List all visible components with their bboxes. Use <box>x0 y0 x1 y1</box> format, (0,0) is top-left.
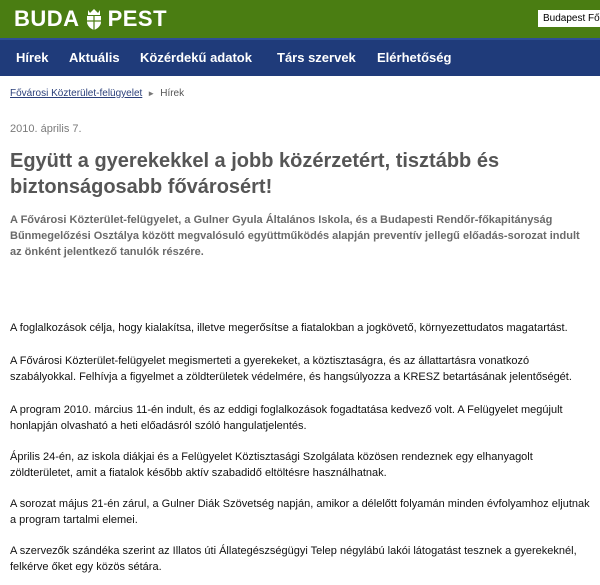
main-navigation <box>0 38 600 76</box>
breadcrumb <box>10 88 184 99</box>
article-paragraph: A Fővárosi Közterület-felügyelet megismerteti a gyerekeket, a köztisztaságra, és az állattartásra vonatkozó szabályokkal. Felhívja a figyelmet a zöldterületek védelmére, és hangsúlyozza a KRESZ betartásának jelentőségét. <box>10 355 572 383</box>
nav-item-elerhetoseg[interactable]: Elérhetőség <box>377 50 452 65</box>
nav-item-hirek[interactable]: Hírek <box>16 50 49 65</box>
article-lead: A Fővárosi Közterület-felügyelet, a Gulner Gyula Általános Iskola, és a Budapesti Rendőr-főkapitányság Bűnmegelőzési Osztálya között megvalósuló együttműködés alapján preventív jellegű előadás-sorozat indult az önként jelentkező tanulók részére. <box>10 214 580 258</box>
budapest-logo[interactable] <box>14 6 167 32</box>
article-paragraph: Április 24-én, az iskola diákjai és a Felügyelet Köztisztasági Szolgálata közösen rendeznek egy elhanyagolt zöldterületet, amit a fiatalok később aktív szabadidő eltöltésre használhatnak. <box>10 451 533 479</box>
breadcrumb-current: Hírek <box>160 88 185 99</box>
logo-text-buda: BUDA <box>14 6 80 31</box>
city-portal-label[interactable]: Budapest Fő <box>538 10 600 27</box>
logo-text-pest: PEST <box>107 6 168 31</box>
article-date: 2010. április 7. <box>10 123 82 135</box>
nav-item-aktualis[interactable]: Aktuális <box>69 50 120 65</box>
nav-item-kozerdeku-adatok[interactable]: Közérdekű adatok <box>140 50 252 65</box>
nav-item-tars-szervek[interactable]: Társ szervek <box>277 50 356 65</box>
article-paragraph: A foglalkozások célja, hogy kialakítsa, illetve megerősítse a fiatalokban a jogkövető, környezettudatos magatartást. <box>10 322 568 334</box>
coat-of-arms-icon <box>83 7 105 31</box>
article-paragraph: A szervezők szándéka szerint az Illatos úti Állategészségügyi Telep négylábú lakói látogatást tesznek a gyerekeknél, felkérve őket egy közös sétára. <box>10 545 577 573</box>
breadcrumb-separator-icon: ► <box>147 89 156 98</box>
article-paragraph: A program 2010. március 11-én indult, és az eddigi foglalkozások fogadtatása kedvező volt. A Felügyelet megújult honlapján olvasható a heti előadásról szóló hangulatjelentés. <box>10 404 563 432</box>
breadcrumb-link-home[interactable]: Fővárosi Közterület-felügyelet <box>10 88 143 99</box>
top-header <box>0 0 600 38</box>
article-title: Együtt a gyerekekkel a jobb közérzetért, tisztább és biztonságosabb fővárosért! <box>10 150 500 198</box>
article-paragraph: A sorozat május 21-én zárul, a Gulner Diák Szövetség napján, amikor a délelőtt folyamán minden évfolyamhoz eljutnak a program tartalmi elemei. <box>10 498 590 526</box>
